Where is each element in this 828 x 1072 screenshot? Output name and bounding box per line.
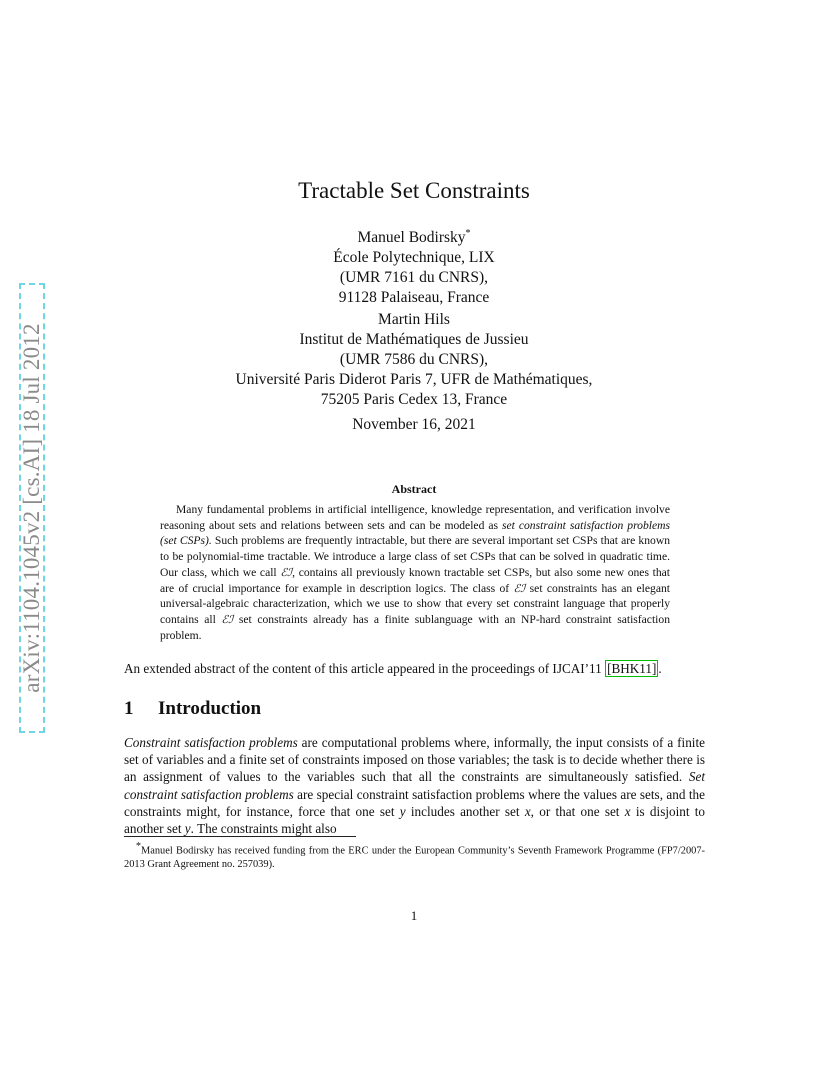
arxiv-identifier-text: arXiv:1104.1045v2 [cs.AI] 18 Jul 2012	[19, 323, 44, 693]
intro-paragraph: Constraint satisfaction problems are computational problems where, informally, the input consists of a finite set of variables and a finite set of constraints imposed on those variables; the task is to decide whether there is an assignment of values to the variables such that all the constraints are simultaneously satisfied. Set constraint satisfaction problems are special constraint satisfaction problems where the values are sets, and the constraints might, for instance, force that one set y includes another set x, or that one set x is disjoint to another set y. The constraints might also	[124, 735, 706, 837]
section-number: 1	[124, 698, 134, 719]
footnote-divider	[124, 836, 356, 837]
footnote-mark: *	[465, 228, 471, 239]
class-symbol: ℰℐ	[280, 565, 293, 579]
author-block-2	[0, 310, 828, 410]
page-number: 1	[410, 908, 418, 923]
abstract-heading: Abstract	[391, 482, 437, 496]
footnote: *Manuel Bodirsky has received funding from the ERC under the European Community’s Seventh Framework Programme (FP7/2007-2013 Grant Agreement no. 257039).	[124, 841, 705, 871]
author-name: Manuel Bodirsky*	[357, 228, 471, 247]
author-block-1	[0, 224, 828, 308]
affiliation-line: Université Paris Diderot Paris 7, UFR de Mathématiques,	[235, 371, 593, 388]
class-symbol: ℰℐ	[513, 581, 526, 595]
section-title-text: Introduction	[158, 698, 262, 719]
affiliation-line: 75205 Paris Cedex 13, France	[320, 391, 508, 408]
citation-link[interactable]: [BHK11]	[607, 661, 657, 676]
section-heading	[124, 698, 261, 720]
affiliation-line: École Polytechnique, LIX	[333, 249, 495, 267]
affiliation-line: (UMR 7586 du CNRS),	[339, 351, 489, 368]
class-symbol: ℰℐ	[221, 612, 234, 626]
affiliation-line: 91128 Palaiseau, France	[338, 289, 490, 307]
paper-date: November 16, 2021	[352, 416, 476, 433]
extended-abstract-note: An extended abstract of the content of this article appeared in the proceedings of IJCAI’11 [BHK11] .	[124, 661, 662, 676]
abstract-text: Many fundamental problems in artificial intelligence, knowledge representation, and verification involve reasoning about sets and relations between sets and can be modeled as set constraint satisfaction problems (set CSPs). Such problems are frequently intractable, but there are several important set CSPs that are known to be polynomial-time tractable. We introduce a large class of set CSPs that can be solved in quadratic time. Our class, which we call ℰℐ, contains all previously known tractable set CSPs, but also some new ones that are of crucial importance for example in description logics. The class of ℰℐ set constraints has an elegant universal-algebraic characterization, which we use to show that every set constraint language that properly contains all ℰℐ set constraints already has a finite sublanguage with an NP-hard constraint satisfaction problem.	[160, 503, 671, 642]
author-name: Martin Hils	[378, 311, 450, 328]
affiliation-line: (UMR 7161 du CNRS),	[339, 269, 489, 287]
affiliation-line: Institut de Mathématiques de Jussieu	[299, 331, 529, 348]
paper-title: Tractable Set Constraints	[298, 178, 530, 203]
footnote-mark: *	[136, 841, 141, 852]
